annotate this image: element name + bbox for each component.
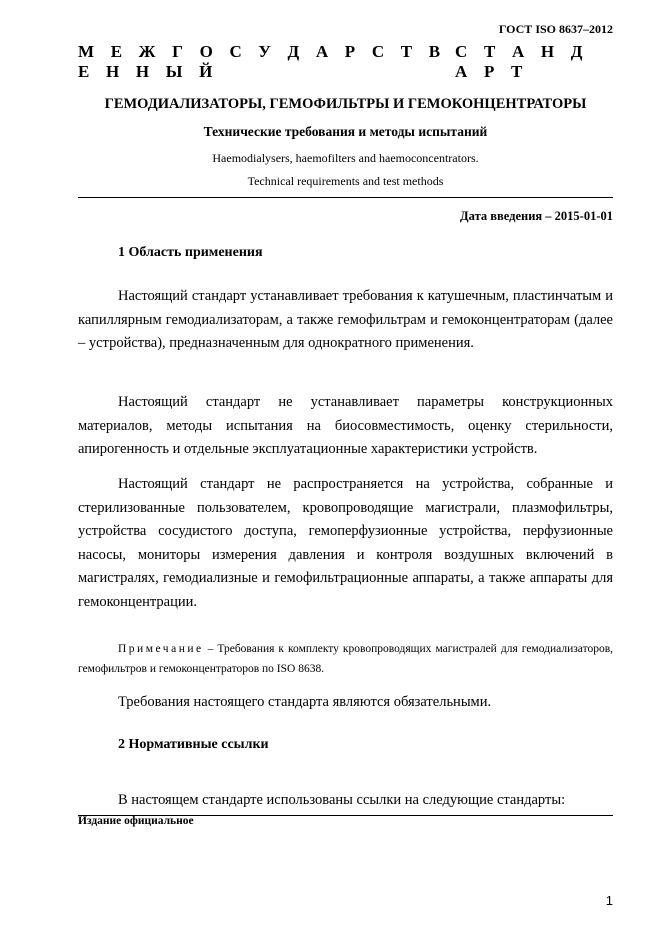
section-2-heading: 2 Нормативные ссылки [118,737,269,752]
note [78,639,613,679]
page-number: 1 [605,893,613,908]
introduction-date: Дата введения – 2015-01-01 [460,209,613,223]
interstate-word: М Е Ж Г О С У Д А Р С Т В Е Н Н Ы Й [78,42,447,81]
english-title: Haemodialysers, haemofilters and haemoconcentrators. [212,151,479,165]
standard-type-heading [78,42,613,82]
official-edition-label: Издание официальное [78,815,194,827]
mandatory-statement: Требования настоящего стандарта являются обязательными. [118,694,492,710]
section-1-heading: 1 Область применения [118,245,263,260]
section-1-paragraph: Настоящий стандарт устанавливает требования к катушечным, пластинчатым и капиллярным гемодиализаторам, а также гемофильтрам и гемоконцентраторам (далее – устройства), предназначенным для однократного применения. [78,288,613,351]
section-1-paragraph: Настоящий стандарт не устанавливает параметры конструкционных материалов, методы испытания на биосовместимость, оценку стерильности, апирогенность и отдельные эксплуатационные характеристики устройств. [78,394,613,457]
standard-word: С Т А Н Д А Р Т [455,42,589,81]
section-1-paragraph: Настоящий стандарт не распространяется на устройства, собранные и стерилизованные пользователем, кровопроводящие магистрали, плазмофильтры, устройства сосудистого доступа, гемоперфузионные устройства, перфузионные насосы, мониторы измерения давления и контроля воздушных включений в магистралях, гемодиализные и гемофильтрационные аппараты, а также аппараты для гемоконцентрации. [78,476,613,610]
document-subtitle: Технические требования и методы испытаний [203,124,488,139]
header-divider [78,197,613,198]
note-label: Примечание [118,643,204,655]
note-text: – Требования к комплекту кровопроводящих магистралей для гемодиализаторов, гемофильтров и гемоконцентраторов по ISO 8638. [78,643,613,675]
english-subtitle: Technical requirements and test methods [247,174,444,188]
section-2-paragraph: В настоящем стандарте использованы ссылки на следующие стандарты: [118,792,566,808]
document-title: ГЕМОДИАЛИЗАТОРЫ, ГЕМОФИЛЬТРЫ И ГЕМОКОНЦЕНТРАТОРЫ [104,96,587,112]
standard-code: ГОСТ ISO 8637–2012 [498,22,613,36]
